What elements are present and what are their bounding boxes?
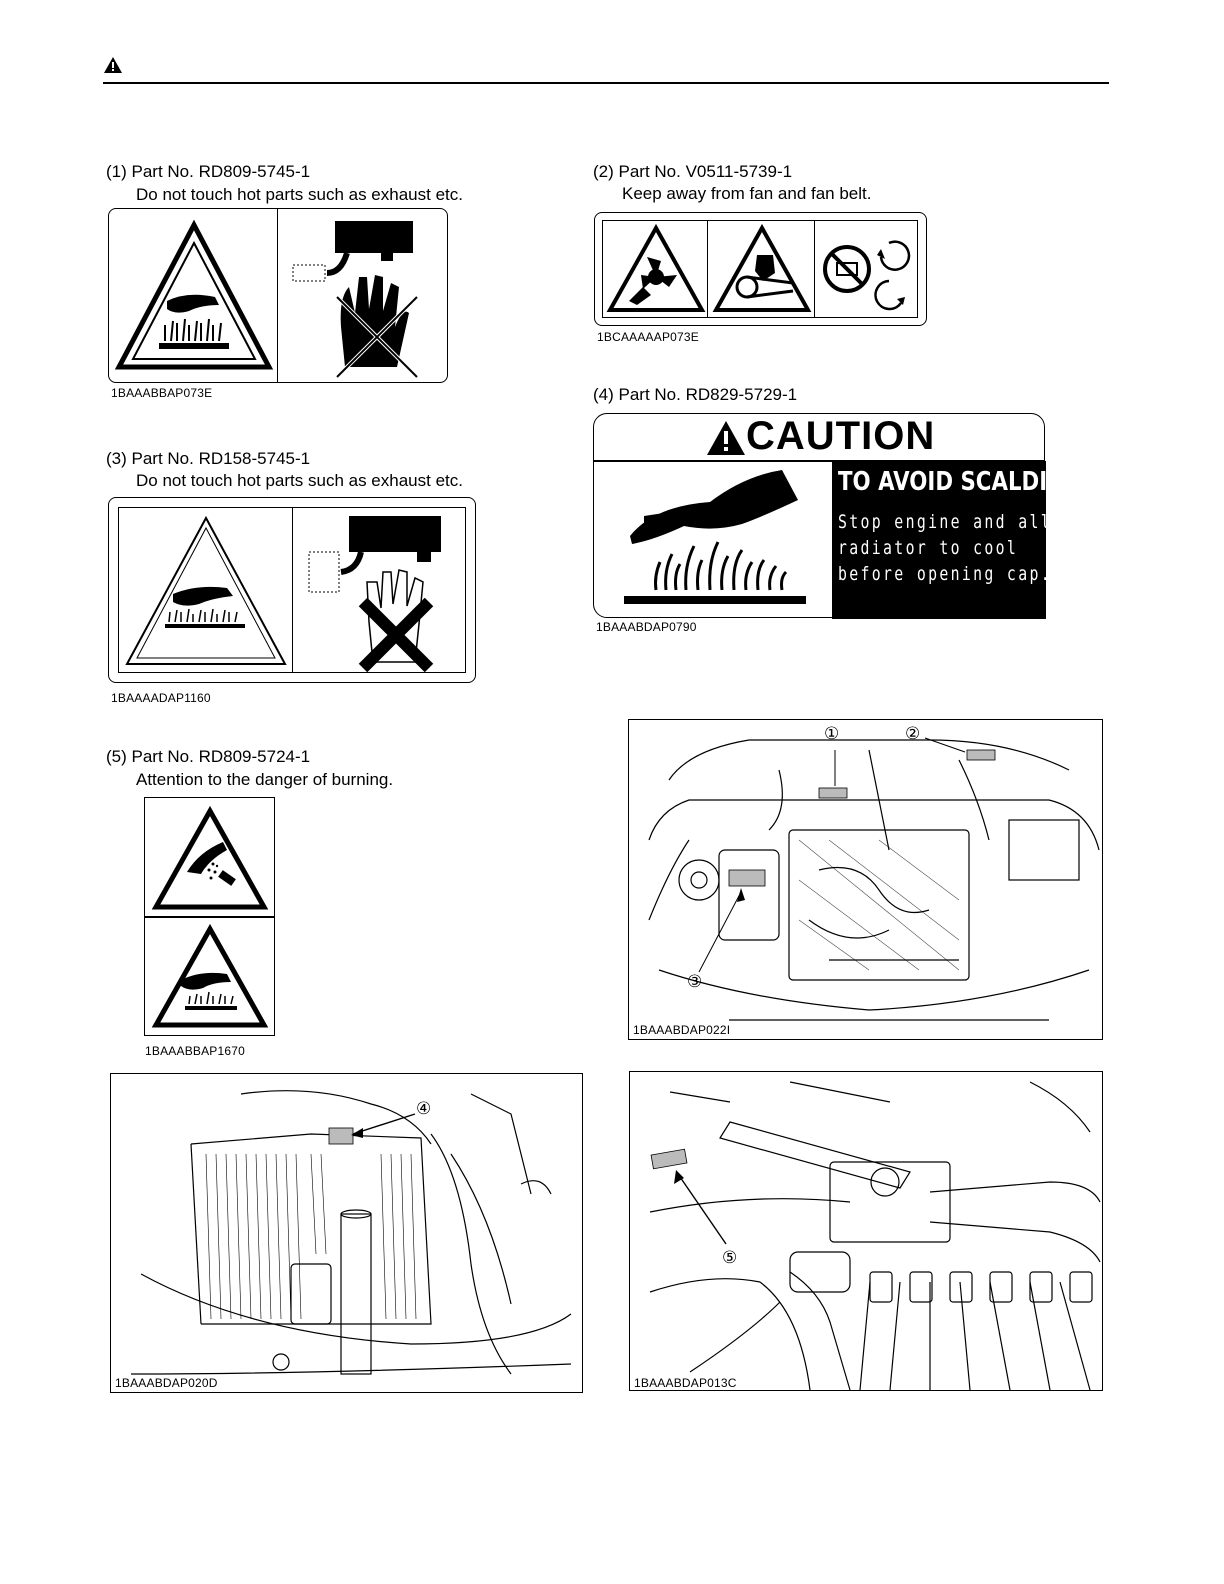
hot-surface-icon <box>614 466 824 608</box>
figure-engine-compartment <box>628 719 1103 1040</box>
spray-burn-icon <box>153 808 267 910</box>
label-1-part-number: (1) Part No. RD809-5745-1 <box>106 162 311 181</box>
no-engine-running-icon <box>819 225 919 313</box>
label-location-3 <box>729 870 765 886</box>
label-3-decal <box>108 497 476 683</box>
label-3-description: Do not touch hot parts such as exhaust etc. <box>136 471 463 490</box>
hot-surface-icon <box>123 514 289 668</box>
no-touch-hand-icon <box>299 512 463 672</box>
callout-1: ① <box>824 724 840 743</box>
label-location-4 <box>329 1128 353 1144</box>
callout-3: ③ <box>687 972 703 991</box>
hot-surface-icon <box>115 221 273 371</box>
fan-hazard-icon <box>607 225 705 313</box>
label-2-decal <box>594 212 927 326</box>
caution-heading: CAUTION <box>746 414 936 458</box>
caution-text-panel <box>832 461 1083 619</box>
figure-b-code: 1BAAABDAP020D <box>115 1376 218 1390</box>
label-location-2 <box>967 750 995 760</box>
label-5-part-number: (5) Part No. RD809-5724-1 <box>106 747 311 766</box>
label-2-part-number: (2) Part No. V0511-5739-1 <box>593 162 793 181</box>
callout-2: ② <box>905 724 921 743</box>
label-location-5 <box>651 1149 687 1169</box>
label-5-description: Attention to the danger of burning. <box>136 770 394 789</box>
label-5-code: 1BAAABBAP1670 <box>145 1044 246 1058</box>
valve-illustration <box>630 1072 1104 1392</box>
figure-valve-area <box>629 1071 1103 1391</box>
figure-radiator <box>110 1073 583 1393</box>
engine-illustration <box>629 720 1104 1041</box>
label-1-description: Do not touch hot parts such as exhaust etc. <box>136 185 463 204</box>
caution-title: TO AVOID SCALDING <box>838 467 1083 497</box>
label-5-decal <box>144 797 275 1036</box>
label-2-description: Keep away from fan and fan belt. <box>622 184 872 203</box>
no-touch-hand-icon <box>285 217 435 377</box>
label-4-code: 1BAAABDAP0790 <box>596 620 697 634</box>
caution-line-1: Stop engine and allow <box>838 511 1075 533</box>
radiator-illustration <box>111 1074 584 1394</box>
label-2-code: 1BCAAAAAP073E <box>597 330 699 344</box>
callout-5: ⑤ <box>722 1248 738 1267</box>
header-rule <box>103 82 1109 84</box>
figure-a-code: 1BAAABDAP022I <box>633 1023 731 1037</box>
caution-line-2: radiator to cool <box>838 537 1019 559</box>
callout-4: ④ <box>416 1099 432 1118</box>
belt-hazard-icon <box>713 225 811 313</box>
label-4-part-number: (4) Part No. RD829-5729-1 <box>593 385 798 404</box>
warning-triangle-icon <box>103 56 123 74</box>
label-3-part-number: (3) Part No. RD158-5745-1 <box>106 449 311 468</box>
label-1-decal <box>108 208 448 383</box>
label-location-1 <box>819 788 847 798</box>
caution-decal <box>593 413 1083 618</box>
figure-c-code: 1BAAABDAP013C <box>634 1376 737 1390</box>
label-3-code: 1BAAAADAP1160 <box>111 691 211 705</box>
caution-line-3: before opening cap. <box>838 563 1052 585</box>
hot-surface-icon <box>153 926 267 1028</box>
label-1-code: 1BAAABBAP073E <box>111 386 213 400</box>
warning-triangle-icon <box>706 420 746 456</box>
